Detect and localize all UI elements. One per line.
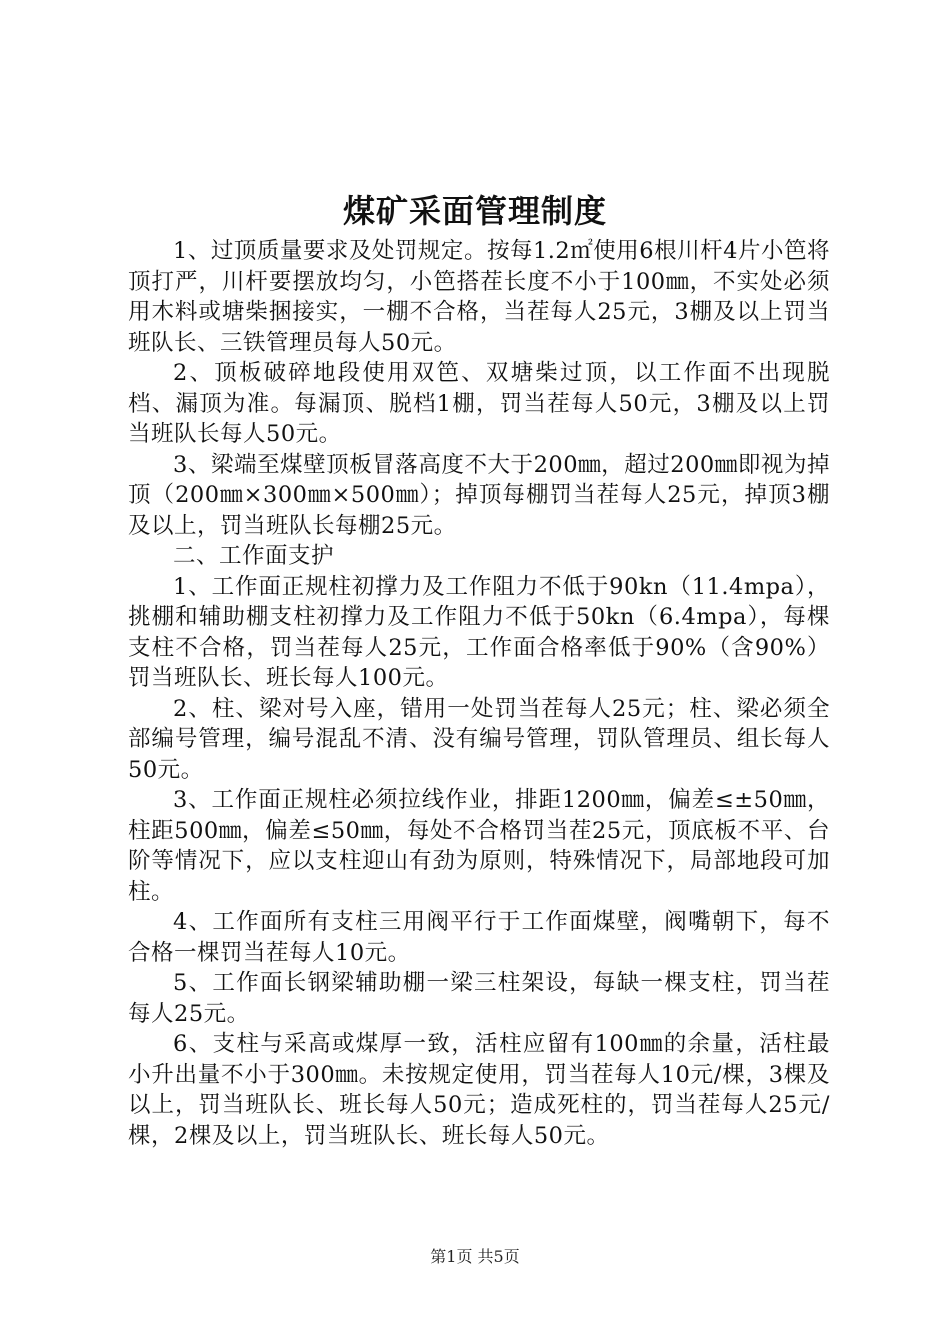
paragraph: 6、支柱与采高或煤厚一致，活柱应留有100㎜的余量，活柱最小升出量不小于300㎜。未按规定使用，罚当茬每人10元/棵，3棵及以上，罚当班队长、班长每人50元；造成死柱的，罚当茬每人25元/棵，2棵及以上，罚当班队长、班长每人50元。 [128, 1031, 830, 1149]
paragraph: 2、柱、梁对号入座，错用一处罚当茬每人25元；柱、梁必须全部编号管理，编号混乱不清、没有编号管理，罚队管理员、组长每人50元。 [128, 695, 830, 783]
paragraph: 2、顶板破碎地段使用双笆、双塘柴过顶，以工作面不出现脱档、漏顶为准。每漏顶、脱档1棚，罚当茬每人50元，3棚及以上罚当班队长每人50元。 [128, 360, 830, 447]
paragraph: 1、过顶质量要求及处罚规定。按每1.2㎡使用6根川杆4片小笆将顶打严，川杆要摆放均匀，小笆搭茬长度不小于100㎜，不实处必须用木料或塘柴捆接实，一棚不合格，当茬每人25元，3棚及以上罚当班队长、三铁管理员每人50元。 [128, 238, 830, 356]
paragraph: 4、工作面所有支柱三用阀平行于工作面煤壁，阀嘴朝下，每不合格一棵罚当茬每人10元。 [128, 909, 830, 966]
paragraph: 3、梁端至煤壁顶板冒落高度不大于200㎜，超过200㎜即视为掉顶（200㎜×300㎜×500㎜）；掉顶每棚罚当茬每人25元，掉顶3棚及以上，罚当班队长每棚25元。 [128, 451, 830, 539]
section-heading: 二、工作面支护 [173, 543, 335, 569]
document-title: 煤矿采面管理制度 [342, 192, 607, 230]
paragraph: 3、工作面正规柱必须拉线作业，排距1200㎜，偏差≤±50㎜，柱距500㎜，偏差≤50㎜，每处不合格罚当茬25元，顶底板不平、台阶等情况下，应以支柱迎山有劲为原则，特殊情况下，局部地段可加柱。 [128, 787, 830, 905]
page-footer: 第1页 共5页 [430, 1247, 520, 1266]
document-body [128, 236, 830, 1151]
paragraph: 5、工作面长钢梁辅助棚一梁三柱架设，每缺一棵支柱，罚当茬每人25元。 [128, 970, 830, 1027]
paragraph: 1、工作面正规柱初撑力及工作阻力不低于90kn（11.4mpa），挑棚和辅助棚支柱初撑力及工作阻力不低于50kn（6.4mpa），每棵支柱不合格，罚当茬每人25元，工作面合格率低于90%（含90%）罚当班队长、班长每人100元。 [128, 573, 830, 691]
